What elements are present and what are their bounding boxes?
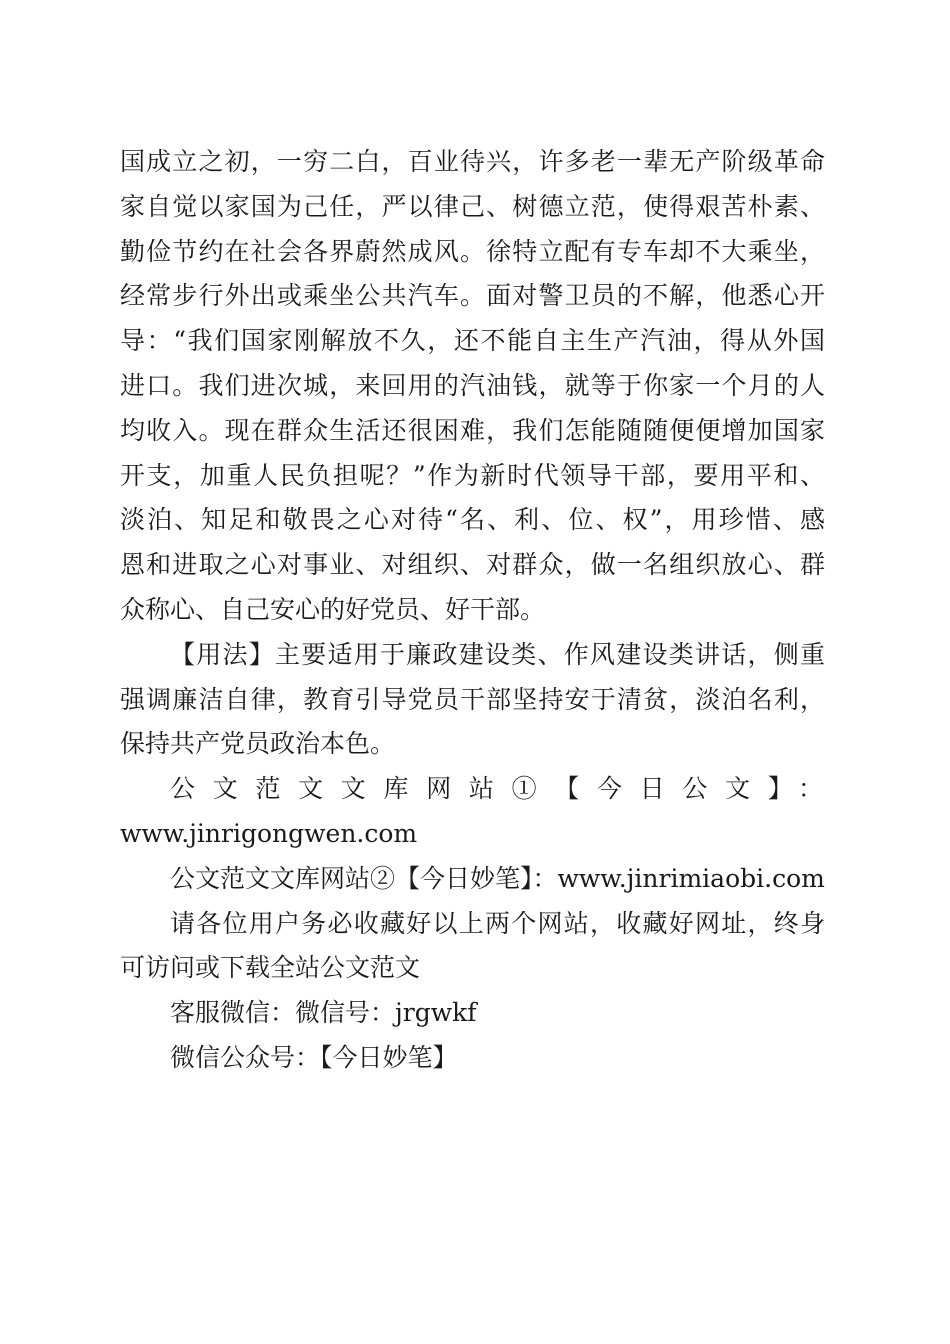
text-line: 开支，加重人民负担呢？”作为新时代领导干部，要用平和、 (120, 460, 825, 490)
text-line: 请各位用户务必收藏好以上两个网站，收藏好网址，终身 (170, 908, 825, 938)
bookmark-notice (120, 902, 825, 992)
document-body (120, 140, 825, 1081)
text-line: 强调廉洁自律，教育引导党员干部坚持安于清贫，淡泊名利， (120, 684, 825, 714)
website-one-url[interactable]: www.jinrigongwen.com (120, 818, 418, 848)
paragraph-example (120, 140, 825, 633)
text-line: 导：“我们国家刚解放不久，还不能自主生产汽油，得从外国 (120, 326, 825, 356)
service-contact (120, 991, 825, 1081)
official-account: 微信公众号：【今日妙笔】 (170, 1042, 458, 1072)
text-line: 可访问或下载全站公文范文 (120, 953, 421, 983)
website-one-label: 公文范文文库网站①【今日公文】： (170, 774, 825, 804)
text-line: 进口。我们进次城，来回用的汽油钱，就等于你家一个月的人 (120, 370, 825, 400)
website-one (120, 767, 825, 857)
website-two-line[interactable]: 公文范文文库网站②【今日妙笔】：www.jinrimiaobi.com (170, 863, 825, 893)
text-line: 国成立之初，一穷二白，百业待兴，许多老一辈无产阶级革命 (120, 147, 825, 176)
website-two (120, 857, 825, 902)
service-wechat: 客服微信：微信号：jrgwkf (170, 998, 477, 1028)
text-line: 均收入。现在群众生活还很困难，我们怎能随随便便增加国家 (120, 415, 825, 445)
text-line: 恩和进取之心对事业、对组织、对群众，做一名组织放心、群 (120, 550, 825, 580)
paragraph-usage (120, 633, 825, 767)
text-line: 家自觉以家国为己任，严以律己、树德立范，使得艰苦朴素、 (120, 191, 825, 221)
text-line: 勤俭节约在社会各界蔚然成风。徐特立配有专车却不大乘坐， (120, 236, 825, 266)
text-line: 淡泊、知足和敬畏之心对待“名、利、位、权”，用珍惜、感 (120, 505, 825, 535)
text-line: 保持共产党员政治本色。 (120, 729, 396, 759)
text-line: 经常步行外出或乘坐公共汽车。面对警卫员的不解，他悉心开 (120, 281, 825, 311)
text-line: 【用法】主要适用于廉政建设类、作风建设类讲话，侧重 (170, 639, 825, 669)
text-line: 众称心、自己安心的好党员、好干部。 (120, 594, 546, 624)
